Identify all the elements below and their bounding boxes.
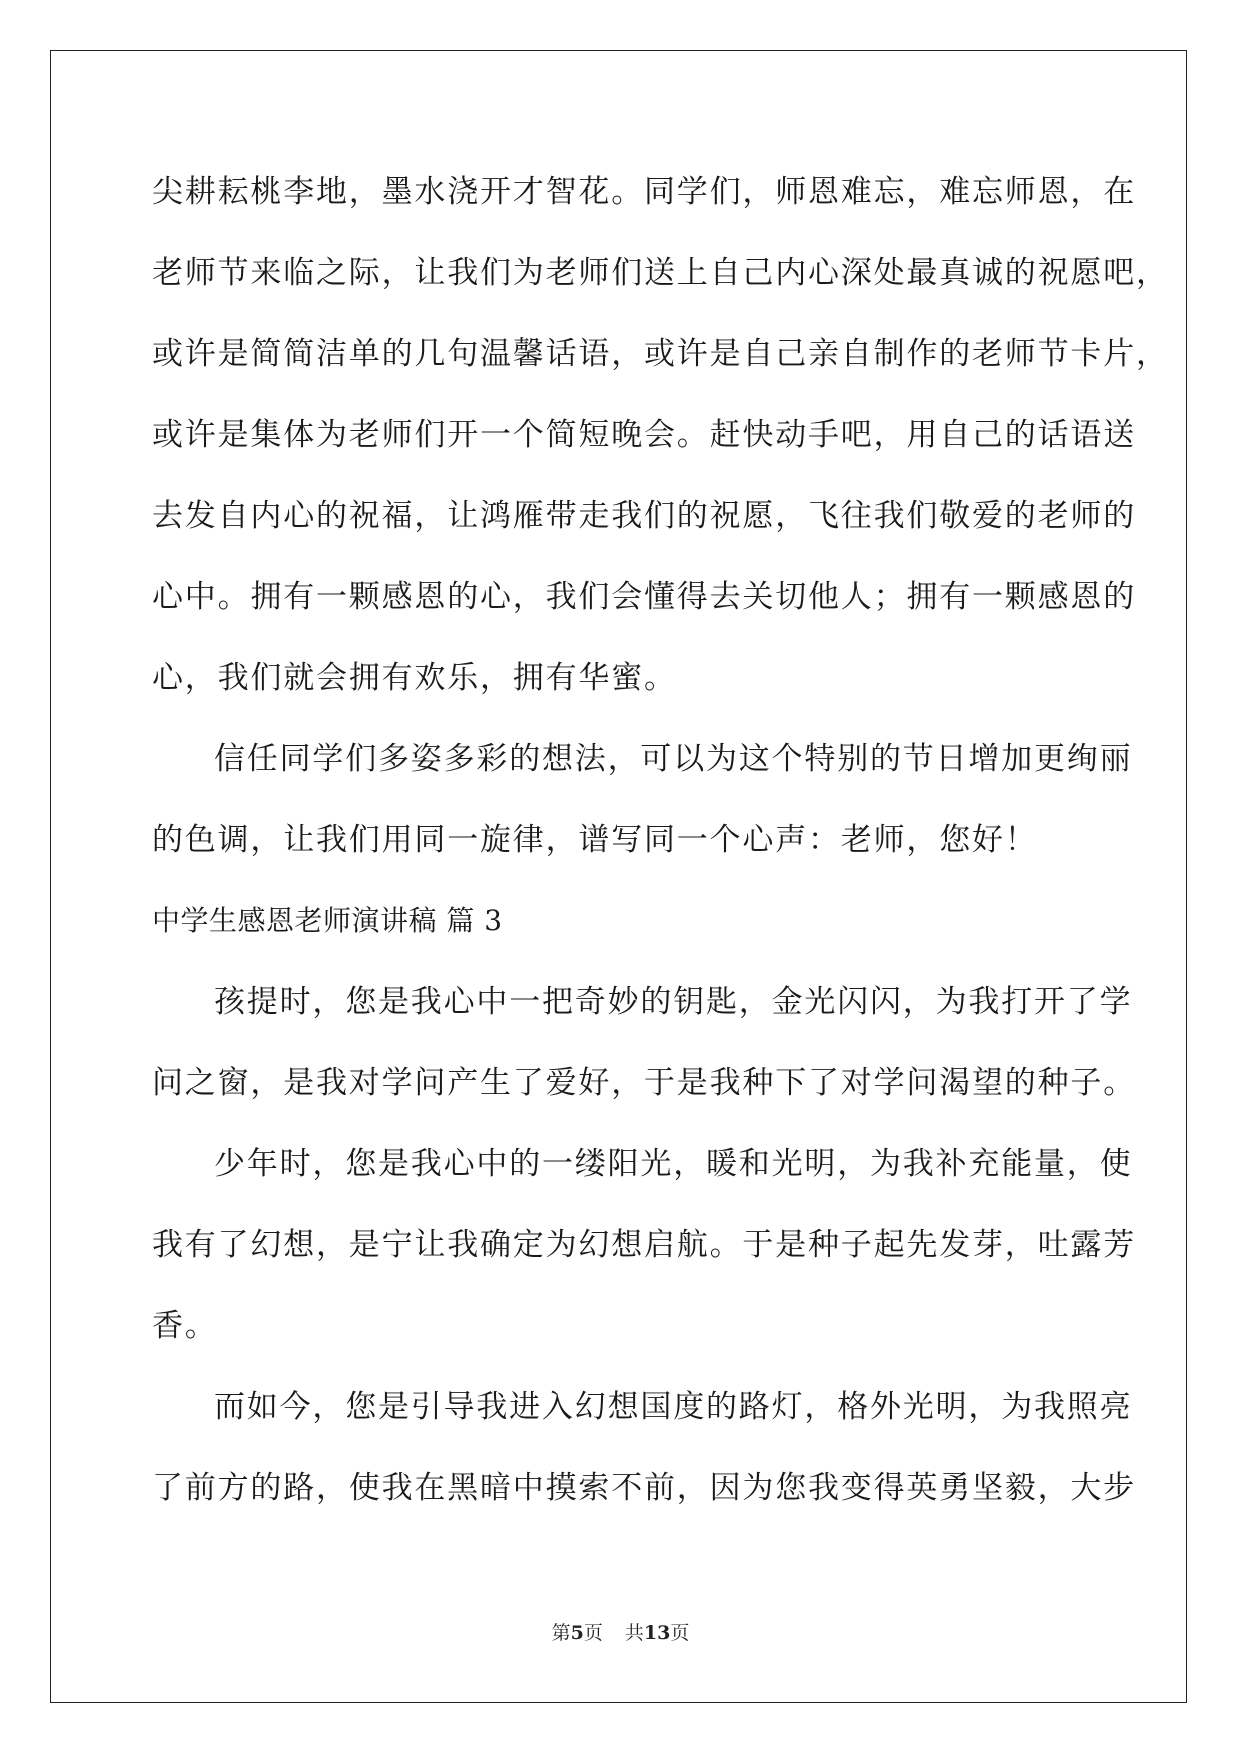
footer-total-suffix: 页: [670, 1622, 690, 1644]
text-line: 心中。拥有一颗感恩的心，我们会懂得去关切他人；拥有一颗感恩的: [152, 579, 1136, 615]
text-line: 而如今，您是引导我进入幻想国度的路灯，格外光明，为我照亮: [214, 1389, 1133, 1425]
text-line: 去发自内心的祝福，让鸿雁带走我们的祝愿，飞往我们敬爱的老师的: [152, 498, 1136, 534]
text-line: 问之窗，是我对学问产生了爱好，于是我种下了对学问渴望的种子。: [152, 1065, 1136, 1101]
text-line: 尖耕耘桃李地，墨水浇开才智花。同学们，师恩难忘，难忘师恩，在: [152, 174, 1136, 210]
total-page-count: 13: [643, 1622, 671, 1644]
current-page-number: 5: [570, 1622, 584, 1644]
page-footer: [0, 1618, 1241, 1645]
text-line: 了前方的路，使我在黑暗中摸索不前，因为您我变得英勇坚毅，大步: [152, 1470, 1136, 1506]
text-line: 信任同学们多姿多彩的想法，可以为这个特别的节日增加更绚丽: [214, 741, 1133, 777]
text-line: 或许是集体为老师们开一个简短晚会。赶快动手吧，用自己的话语送: [152, 417, 1136, 453]
text-line: 心，我们就会拥有欢乐，拥有华蜜。: [152, 660, 677, 696]
text-line: 香。: [152, 1308, 218, 1344]
text-line: 我有了幻想，是宁让我确定为幻想启航。于是种子起先发芽，吐露芳: [152, 1227, 1136, 1263]
footer-page-suffix: 页: [583, 1622, 603, 1644]
text-line: 少年时，您是我心中的一缕阳光，暖和光明，为我补充能量，使: [214, 1146, 1133, 1182]
section-heading: 中学生感恩老师演讲稿 篇 3: [152, 904, 503, 937]
footer-total-prefix: 共: [624, 1622, 644, 1644]
text-line: 或许是简简洁单的几句温馨话语，或许是自己亲自制作的老师节卡片，: [152, 336, 1169, 372]
text-line: 孩提时，您是我心中一把奇妙的钥匙，金光闪闪，为我打开了学: [214, 984, 1133, 1020]
footer-prefix: 第: [551, 1622, 571, 1644]
text-line: 老师节来临之际，让我们为老师们送上自己内心深处最真诚的祝愿吧，: [152, 255, 1169, 291]
text-line: 的色调，让我们用同一旋律，谱写同一个心声：老师，您好！: [152, 822, 1038, 858]
document-body: [152, 162, 1169, 1539]
